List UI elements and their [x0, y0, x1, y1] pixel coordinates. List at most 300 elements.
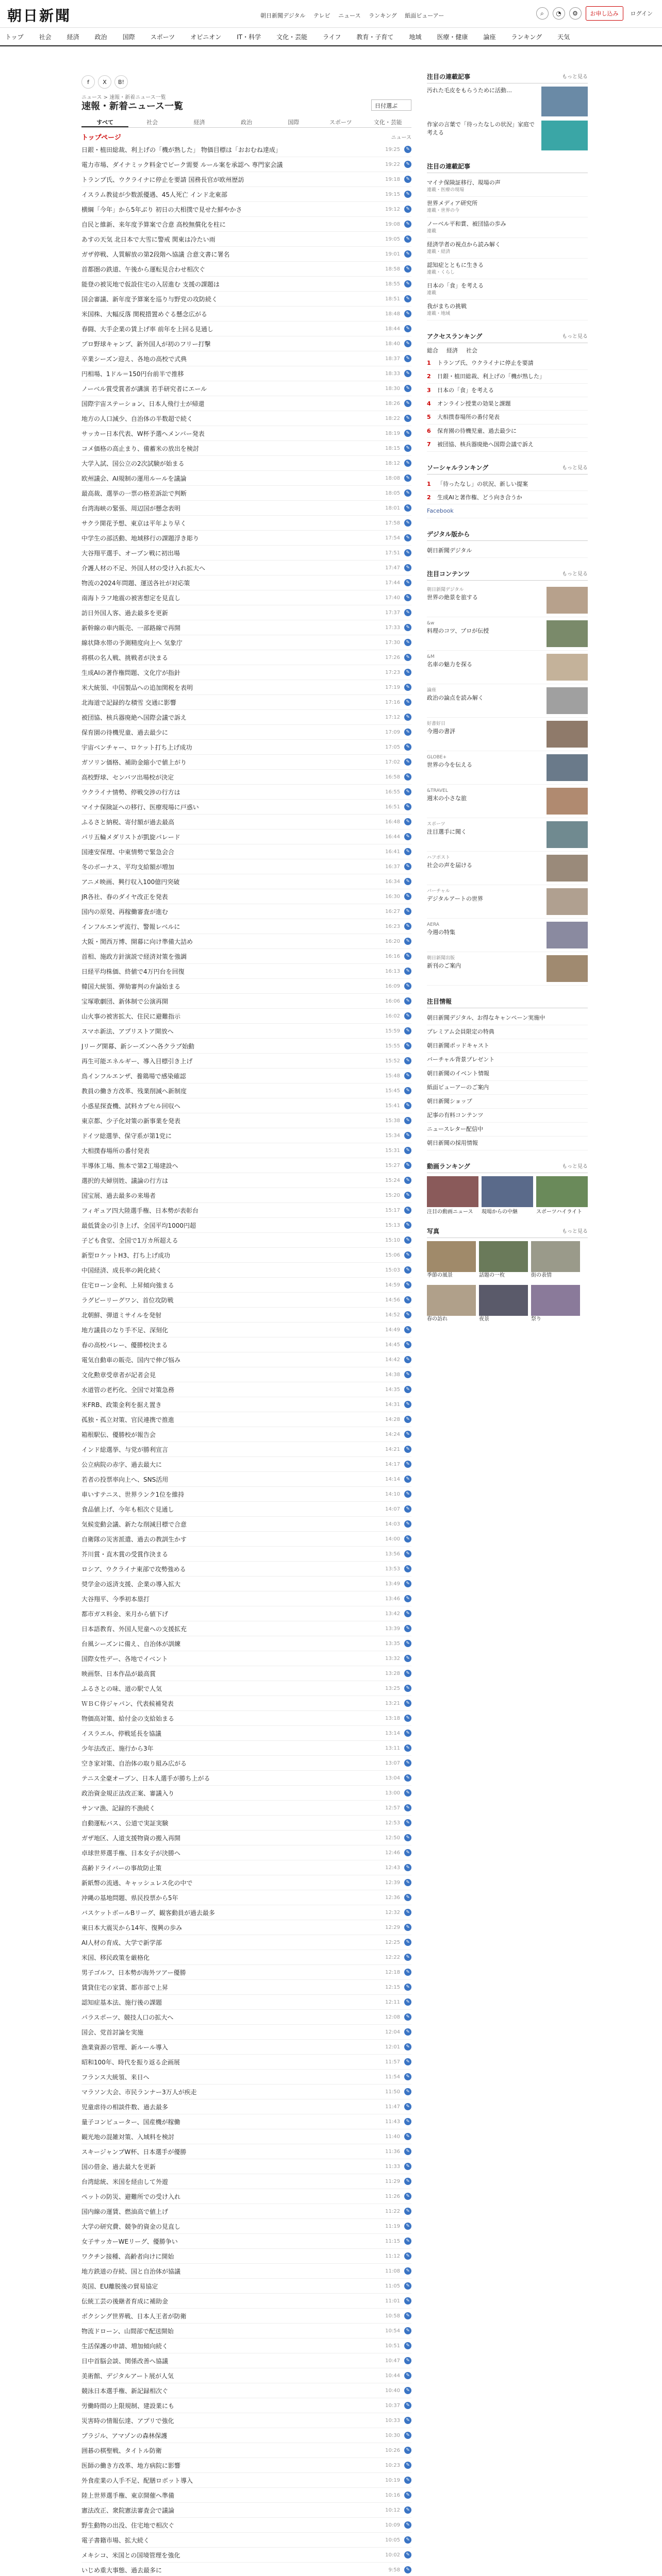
comment-icon[interactable]: ✎: [404, 1520, 411, 1528]
date-filter-select[interactable]: 日付選ぶ: [371, 99, 411, 111]
news-title[interactable]: マイナ保険証への移行、医療現場に戸惑い: [81, 803, 199, 811]
news-title[interactable]: 日経平均株価、終値で4万円台を回復: [81, 968, 185, 975]
news-title[interactable]: 被団協、核兵器廃絶へ国際会議で訴え: [81, 714, 187, 721]
news-title[interactable]: 自動運転バス、公道で実証実験: [81, 1819, 169, 1827]
news-row[interactable]: [81, 1681, 411, 1696]
comment-icon[interactable]: ✎: [404, 1147, 411, 1154]
comment-icon[interactable]: ✎: [404, 2238, 411, 2245]
news-row[interactable]: [81, 1024, 411, 1039]
comment-icon[interactable]: ✎: [404, 1446, 411, 1453]
content-item[interactable]: [427, 751, 588, 785]
news-row[interactable]: [81, 2070, 411, 2084]
news-title[interactable]: 労働時間の上限規制、建設業にも: [81, 2402, 175, 2410]
comment-icon[interactable]: ✎: [404, 609, 411, 616]
news-row[interactable]: [81, 934, 411, 949]
news-row[interactable]: [81, 2114, 411, 2129]
news-row[interactable]: [81, 1666, 411, 1681]
news-row[interactable]: [81, 247, 411, 262]
nav-item[interactable]: 論座: [483, 33, 496, 41]
comment-icon[interactable]: ✎: [404, 1251, 411, 1259]
news-row[interactable]: [81, 1382, 411, 1397]
comment-icon[interactable]: ✎: [404, 728, 411, 736]
comment-icon[interactable]: ✎: [404, 1416, 411, 1423]
comment-icon[interactable]: ✎: [404, 2208, 411, 2215]
news-row[interactable]: [81, 307, 411, 321]
news-row[interactable]: [81, 949, 411, 964]
news-row[interactable]: [81, 1427, 411, 1442]
nav-item[interactable]: 教育・子育て: [356, 33, 394, 41]
news-row[interactable]: [81, 815, 411, 829]
comment-icon[interactable]: ✎: [404, 1401, 411, 1408]
news-title[interactable]: マラソン大会、市民ランナー3万人が疾走: [81, 2088, 197, 2096]
news-title[interactable]: 国会、党首討論を実施: [81, 2028, 144, 2036]
comment-icon[interactable]: ✎: [404, 773, 411, 781]
comment-icon[interactable]: ✎: [404, 654, 411, 661]
news-row[interactable]: [81, 2025, 411, 2040]
comment-icon[interactable]: ✎: [404, 2506, 411, 2514]
comment-icon[interactable]: ✎: [404, 2312, 411, 2319]
ranking-item[interactable]: [427, 438, 588, 451]
comment-icon[interactable]: ✎: [404, 878, 411, 885]
news-title[interactable]: 食品値上げ、今年も相次ぐ見通し: [81, 1505, 174, 1513]
news-title[interactable]: 円相場、1ドル＝150円台前半で推移: [81, 370, 184, 378]
news-title[interactable]: 能登の被災地で仮設住宅の入居進む 支援の課題は: [81, 280, 220, 288]
news-title[interactable]: 教員の働き方改革、残業削減へ新制度: [81, 1087, 187, 1095]
news-title[interactable]: トランプ氏、ウクライナに停止を要請 国務長官が欧州歴訪: [81, 176, 244, 183]
news-row[interactable]: [81, 829, 411, 844]
comment-icon[interactable]: ✎: [404, 534, 411, 541]
search-icon[interactable]: ⌕: [536, 7, 549, 20]
news-row[interactable]: [81, 1816, 411, 1831]
news-title[interactable]: 鳥インフルエンザ、養鶏場で感染確認: [81, 1072, 186, 1080]
news-row[interactable]: [81, 1845, 411, 1860]
news-row[interactable]: [81, 426, 411, 441]
comment-icon[interactable]: ✎: [404, 1177, 411, 1184]
news-title[interactable]: 台風シーズンに備え、自治体が訓練: [81, 1640, 181, 1648]
news-row[interactable]: [81, 292, 411, 307]
news-row[interactable]: [81, 575, 411, 590]
news-row[interactable]: [81, 1128, 411, 1143]
comment-icon[interactable]: ✎: [404, 489, 411, 497]
comment-icon[interactable]: ✎: [404, 579, 411, 586]
news-title[interactable]: 囲碁の棋聖戦、タイトル防衛: [81, 2447, 162, 2454]
comment-icon[interactable]: ✎: [404, 1192, 411, 1199]
top-link[interactable]: テレビ: [313, 12, 330, 19]
login-button[interactable]: ログイン: [630, 10, 653, 17]
top-link[interactable]: ランキング: [369, 12, 397, 19]
ranking-tab[interactable]: 社会: [466, 347, 477, 354]
social-item[interactable]: [427, 491, 588, 504]
ranking-item[interactable]: [427, 425, 588, 438]
news-title[interactable]: 芥川賞・直木賞の受賞作決まる: [81, 1550, 169, 1558]
content-item[interactable]: [427, 617, 588, 651]
service-item[interactable]: 朝日新聞のイベント情報: [427, 1067, 588, 1081]
pick-item[interactable]: [427, 279, 588, 300]
news-row[interactable]: [81, 277, 411, 292]
comment-icon[interactable]: ✎: [404, 863, 411, 870]
comment-icon[interactable]: ✎: [404, 146, 411, 153]
news-title[interactable]: 映画祭、日本作品が最高賞: [81, 1670, 156, 1677]
top-link[interactable]: 朝日新聞デジタル: [260, 12, 306, 19]
news-title[interactable]: 男子ゴルフ、日本勢が海外ツアー優勝: [81, 1969, 186, 1976]
video-item[interactable]: [427, 1176, 478, 1216]
nav-item[interactable]: ランキング: [511, 33, 542, 41]
comment-icon[interactable]: ✎: [404, 370, 411, 377]
comment-icon[interactable]: ✎: [404, 1998, 411, 2006]
news-row[interactable]: [81, 889, 411, 904]
news-row[interactable]: [81, 2533, 411, 2548]
news-title[interactable]: 国内の原発、再稼働審査が進む: [81, 908, 169, 916]
comment-icon[interactable]: ✎: [404, 1207, 411, 1214]
comment-icon[interactable]: ✎: [404, 833, 411, 840]
news-title[interactable]: 物流ドローン、山間部で配送開始: [81, 2327, 174, 2335]
news-title[interactable]: 卒業シーズン迎え、各地の高校で式典: [81, 355, 187, 363]
news-title[interactable]: 線状降水帯の予測精度向上へ 気象庁: [81, 639, 183, 647]
news-row[interactable]: [81, 859, 411, 874]
comment-icon[interactable]: ✎: [404, 1356, 411, 1363]
news-row[interactable]: [81, 1980, 411, 1995]
news-row[interactable]: [81, 1875, 411, 1890]
news-row[interactable]: [81, 1293, 411, 1308]
comment-icon[interactable]: ✎: [404, 1939, 411, 1946]
pick-item[interactable]: [427, 197, 588, 217]
ranking-tab[interactable]: 総合: [427, 347, 438, 354]
news-row[interactable]: [81, 1039, 411, 1054]
service-item[interactable]: バーチャル背景プレゼント: [427, 1053, 588, 1067]
comment-icon[interactable]: ✎: [404, 176, 411, 183]
comment-icon[interactable]: ✎: [404, 1102, 411, 1109]
news-title[interactable]: 卓球世界選手権、日本女子が決勝へ: [81, 1849, 181, 1857]
subscribe-button[interactable]: お申し込み: [586, 6, 623, 21]
comment-icon[interactable]: ✎: [404, 1984, 411, 1991]
comment-icon[interactable]: ✎: [404, 1087, 411, 1094]
news-title[interactable]: 医師の働き方改革、地方病院に影響: [81, 2462, 181, 2469]
news-title[interactable]: ワクチン接種、高齢者向けに開始: [81, 2252, 174, 2260]
news-row[interactable]: [81, 680, 411, 695]
news-row[interactable]: [81, 2040, 411, 2055]
comment-icon[interactable]: ✎: [404, 1461, 411, 1468]
news-title[interactable]: ロシア、ウクライナ東部で攻勢強める: [81, 1565, 186, 1573]
news-title[interactable]: 子ども食堂、全国で1万カ所超える: [81, 1236, 178, 1244]
comment-icon[interactable]: ✎: [404, 2028, 411, 2036]
comment-icon[interactable]: ✎: [404, 2417, 411, 2424]
comment-icon[interactable]: ✎: [404, 2477, 411, 2484]
news-row[interactable]: [81, 2055, 411, 2070]
news-title[interactable]: 大阪・関西万博、開幕に向け準備大詰め: [81, 938, 193, 945]
comment-icon[interactable]: ✎: [404, 2088, 411, 2095]
news-row[interactable]: [81, 1188, 411, 1203]
comment-icon[interactable]: ✎: [404, 415, 411, 422]
news-row[interactable]: [81, 1860, 411, 1875]
news-title[interactable]: コメ価格の高止まり、備蓄米の放出を検討: [81, 445, 200, 452]
news-title[interactable]: 中国経済、成長率の鈍化続く: [81, 1266, 162, 1274]
news-title[interactable]: 物価高対策、給付金の支給始まる: [81, 1715, 175, 1722]
news-row[interactable]: [81, 1562, 411, 1577]
more-link[interactable]: もっと見る: [562, 1163, 588, 1170]
comment-icon[interactable]: ✎: [404, 265, 411, 273]
news-row[interactable]: [81, 874, 411, 889]
comment-icon[interactable]: ✎: [404, 1670, 411, 1677]
comment-icon[interactable]: ✎: [404, 1490, 411, 1498]
news-row[interactable]: [81, 501, 411, 516]
news-title[interactable]: ブラジル、アマゾンの森林保護: [81, 2432, 168, 2439]
pick-item[interactable]: [427, 259, 588, 279]
comment-icon[interactable]: ✎: [404, 1730, 411, 1737]
news-row[interactable]: [81, 1591, 411, 1606]
news-row[interactable]: [81, 590, 411, 605]
news-title[interactable]: 伝統工芸の後継者育成に補助金: [81, 2297, 169, 2305]
news-title[interactable]: 春の高校バレー、優勝校決まる: [81, 1341, 168, 1349]
news-row[interactable]: [81, 351, 411, 366]
news-title[interactable]: プロ野球キャンプ、新外国人が初のフリー打撃: [81, 340, 211, 348]
news-title[interactable]: 陸上世界選手権、東京開催へ準備: [81, 2492, 175, 2499]
comment-icon[interactable]: ✎: [404, 1132, 411, 1139]
x-icon[interactable]: X: [98, 75, 111, 89]
news-title[interactable]: 米国、移民政策を厳格化: [81, 1954, 150, 1961]
comment-icon[interactable]: ✎: [404, 355, 411, 362]
tab-item[interactable]: 経済: [193, 119, 205, 126]
news-title[interactable]: 児童虐待の相談件数、過去最多: [81, 2103, 169, 2111]
pick-item[interactable]: [427, 300, 588, 320]
news-title[interactable]: イスラム教徒が少数派優遇、45人死亡 インド北東部: [81, 191, 227, 198]
ranking-item[interactable]: [427, 370, 588, 383]
news-row[interactable]: [81, 366, 411, 381]
comment-icon[interactable]: ✎: [404, 639, 411, 646]
news-title[interactable]: 憲法改正、衆院憲法審査会で議論: [81, 2506, 175, 2514]
news-row[interactable]: [81, 710, 411, 725]
news-title[interactable]: ＷＢＣ侍ジャパン、代表候補発表: [81, 1700, 174, 1707]
news-row[interactable]: [81, 2458, 411, 2473]
news-row[interactable]: [81, 2144, 411, 2159]
top-link[interactable]: 紙面ビューアー: [405, 12, 444, 19]
comment-icon[interactable]: ✎: [404, 1834, 411, 1841]
pick-item[interactable]: [427, 238, 588, 259]
news-title[interactable]: 南海トラフ地震の被害想定を見直し: [81, 594, 181, 602]
comment-icon[interactable]: ✎: [404, 564, 411, 571]
news-row[interactable]: [81, 2443, 411, 2458]
feature-item[interactable]: [427, 121, 588, 150]
news-title[interactable]: あすの天気 北日本で大雪に警戒 関東は冷たい雨: [81, 235, 216, 243]
news-title[interactable]: 地方鉄道の存続、国と自治体が協議: [81, 2267, 181, 2275]
comment-icon[interactable]: ✎: [404, 1311, 411, 1318]
content-item[interactable]: [427, 852, 588, 885]
news-title[interactable]: 賃貸住宅の家賃、都市部で上昇: [81, 1984, 169, 1991]
news-row[interactable]: [81, 2503, 411, 2518]
service-item[interactable]: プレミアム会員限定の特典: [427, 1025, 588, 1039]
news-row[interactable]: [81, 2353, 411, 2368]
news-title[interactable]: 自衛隊の災害派遣、過去の教訓生かす: [81, 1535, 187, 1543]
news-title[interactable]: 大学入試、国公立の2次試験が始まる: [81, 460, 185, 467]
news-title[interactable]: 国宝展、過去最多の来場者: [81, 1192, 156, 1199]
news-row[interactable]: [81, 1367, 411, 1382]
news-title[interactable]: パラスポーツ、競技人口の拡大へ: [81, 2013, 174, 2021]
news-title[interactable]: スキージャンプW杯、日本選手が優勝: [81, 2148, 187, 2156]
comment-icon[interactable]: ✎: [404, 1371, 411, 1378]
bookmark-icon[interactable]: B!: [114, 75, 128, 89]
news-row[interactable]: [81, 202, 411, 217]
news-row[interactable]: [81, 142, 411, 157]
news-row[interactable]: [81, 1009, 411, 1024]
comment-icon[interactable]: ✎: [404, 1909, 411, 1916]
news-title[interactable]: 文化勲章受章者が記者会見: [81, 1371, 156, 1379]
news-title[interactable]: 大谷翔平、今季初本塁打: [81, 1595, 150, 1603]
comment-icon[interactable]: ✎: [404, 2282, 411, 2290]
comment-icon[interactable]: ✎: [404, 982, 411, 990]
comment-icon[interactable]: ✎: [404, 340, 411, 347]
news-title[interactable]: 車いすテニス、世界ランク1位を維持: [81, 1490, 185, 1498]
news-row[interactable]: [81, 1965, 411, 1980]
comment-icon[interactable]: ✎: [404, 2462, 411, 2469]
comment-icon[interactable]: ✎: [404, 2013, 411, 2021]
nav-item[interactable]: 国際: [122, 33, 135, 41]
news-row[interactable]: [81, 1233, 411, 1248]
news-title[interactable]: 訪日外国人客、過去最多を更新: [81, 609, 169, 617]
comment-icon[interactable]: ✎: [404, 1625, 411, 1632]
news-title[interactable]: サクラ開花予想、東京は平年より早く: [81, 519, 187, 527]
news-row[interactable]: [81, 157, 411, 172]
nav-item[interactable]: 文化・芸能: [276, 33, 308, 41]
news-row[interactable]: [81, 1069, 411, 1083]
comment-icon[interactable]: ✎: [404, 1789, 411, 1797]
news-row[interactable]: [81, 994, 411, 1009]
comment-icon[interactable]: ✎: [404, 997, 411, 1005]
comment-icon[interactable]: ✎: [404, 1505, 411, 1513]
news-row[interactable]: [81, 1502, 411, 1517]
news-title[interactable]: ふるさとの味、道の駅で人気: [81, 1685, 162, 1692]
news-row[interactable]: [81, 336, 411, 351]
news-title[interactable]: パリ五輪メダリストが凱旋パレード: [81, 833, 180, 841]
news-title[interactable]: 空き家対策、自治体の取り組み広がる: [81, 1759, 187, 1767]
facebook-link[interactable]: Facebook: [427, 504, 588, 518]
news-title[interactable]: イスラエル、停戦延長を協議: [81, 1730, 161, 1737]
news-row[interactable]: [81, 1308, 411, 1323]
news-title[interactable]: 日中首脳会談、関係改善へ協議: [81, 2357, 169, 2365]
nav-item[interactable]: 経済: [67, 33, 79, 41]
news-row[interactable]: [81, 2563, 411, 2576]
comment-icon[interactable]: ✎: [404, 385, 411, 392]
news-row[interactable]: [81, 1577, 411, 1591]
news-title[interactable]: 量子コンピューター、国産機が稼働: [81, 2118, 180, 2126]
nav-item[interactable]: 天気: [557, 33, 570, 41]
comment-icon[interactable]: ✎: [404, 504, 411, 512]
comment-icon[interactable]: ✎: [404, 923, 411, 930]
comment-icon[interactable]: ✎: [404, 400, 411, 407]
comment-icon[interactable]: ✎: [404, 325, 411, 332]
news-title[interactable]: インフルエンザ流行、警報レベルに: [81, 923, 180, 930]
news-title[interactable]: 認知症基本法、施行後の課題: [81, 1998, 162, 2006]
news-row[interactable]: [81, 725, 411, 740]
news-row[interactable]: [81, 1532, 411, 1547]
news-title[interactable]: 台湾海峡の緊張、周辺国が懸念表明: [81, 504, 181, 512]
news-title[interactable]: 新紙幣の流通、キャッシュレス化の中で: [81, 1879, 193, 1887]
comment-icon[interactable]: ✎: [404, 445, 411, 452]
news-row[interactable]: [81, 531, 411, 546]
news-title[interactable]: 新幹線の車内販売、一部路線で再開: [81, 624, 181, 632]
news-title[interactable]: 国の借金、過去最大を更新: [81, 2163, 156, 2171]
news-row[interactable]: [81, 1158, 411, 1173]
news-row[interactable]: [81, 1756, 411, 1771]
news-title[interactable]: 大谷翔平選手、オープン戦に初出場: [81, 549, 180, 557]
news-row[interactable]: [81, 635, 411, 650]
news-title[interactable]: 最高裁、選挙の一票の格差訴訟で判断: [81, 489, 187, 497]
news-row[interactable]: [81, 964, 411, 979]
comment-icon[interactable]: ✎: [404, 2492, 411, 2499]
news-row[interactable]: [81, 2488, 411, 2503]
news-row[interactable]: [81, 546, 411, 561]
comment-icon[interactable]: ✎: [404, 1954, 411, 1961]
news-title[interactable]: インド総選挙、与党が勝利宣言: [81, 1446, 169, 1453]
news-row[interactable]: [81, 1935, 411, 1950]
news-title[interactable]: 小惑星探査機、試料カプセル回収へ: [81, 1102, 180, 1110]
comment-icon[interactable]: ✎: [404, 2178, 411, 2185]
news-title[interactable]: 宝塚歌劇団、新体制で公演再開: [81, 997, 169, 1005]
news-row[interactable]: [81, 1711, 411, 1726]
comment-icon[interactable]: ✎: [404, 2058, 411, 2065]
comment-icon[interactable]: ✎: [404, 2223, 411, 2230]
comment-icon[interactable]: ✎: [404, 2432, 411, 2439]
news-title[interactable]: 高齢ドライバーの事故防止策: [81, 1864, 162, 1872]
news-row[interactable]: [81, 650, 411, 665]
news-title[interactable]: 北海道で記録的な積雪 交通に影響: [81, 699, 176, 706]
news-title[interactable]: サッカー日本代表、W杯予選へメンバー発表: [81, 430, 205, 437]
content-item[interactable]: [427, 919, 588, 952]
content-item[interactable]: [427, 684, 588, 718]
pick-item[interactable]: [427, 217, 588, 238]
news-row[interactable]: [81, 1457, 411, 1472]
news-title[interactable]: 国会審議、新年度予算案を巡り与野党の攻防続く: [81, 295, 218, 303]
comment-icon[interactable]: ✎: [404, 2447, 411, 2454]
news-row[interactable]: [81, 2204, 411, 2219]
news-row[interactable]: [81, 381, 411, 396]
comment-icon[interactable]: ✎: [404, 1431, 411, 1438]
news-row[interactable]: [81, 919, 411, 934]
comment-icon[interactable]: ✎: [404, 250, 411, 258]
comment-icon[interactable]: ✎: [404, 1535, 411, 1543]
service-item[interactable]: 朝日新聞デジタル、お得なキャンペーン実施中: [427, 1011, 588, 1025]
news-row[interactable]: [81, 1143, 411, 1158]
comment-icon[interactable]: ✎: [404, 624, 411, 631]
news-title[interactable]: 最低賃金の引き上げ、全国平均1000円超: [81, 1222, 196, 1229]
news-row[interactable]: [81, 1337, 411, 1352]
news-row[interactable]: [81, 396, 411, 411]
news-title[interactable]: フィギュア四大陸選手権、日本勢が表彰台: [81, 1207, 199, 1214]
news-row[interactable]: [81, 2010, 411, 2025]
news-row[interactable]: [81, 2368, 411, 2383]
news-row[interactable]: [81, 2099, 411, 2114]
comment-icon[interactable]: ✎: [404, 1012, 411, 1020]
comment-icon[interactable]: ✎: [404, 1326, 411, 1333]
news-row[interactable]: [81, 1995, 411, 2010]
news-title[interactable]: 国内線の運賃、燃油高で値上げ: [81, 2208, 169, 2215]
comment-icon[interactable]: ✎: [404, 2148, 411, 2155]
news-row[interactable]: [81, 1397, 411, 1412]
news-title[interactable]: 沖縄の基地問題、県民投票から5年: [81, 1894, 178, 1902]
digital-item[interactable]: 朝日新聞デジタル: [427, 544, 588, 558]
ranking-item[interactable]: [427, 357, 588, 370]
news-title[interactable]: 大相撲春場所の番付発表: [81, 1147, 150, 1155]
news-row[interactable]: [81, 1412, 411, 1427]
news-title[interactable]: 北朝鮮、弾道ミサイルを発射: [81, 1311, 162, 1319]
comment-icon[interactable]: ✎: [404, 714, 411, 721]
content-item[interactable]: [427, 885, 588, 919]
news-title[interactable]: 新型ロケットH3、打ち上げ成功: [81, 1251, 171, 1259]
news-row[interactable]: [81, 1890, 411, 1905]
news-row[interactable]: [81, 2264, 411, 2279]
comment-icon[interactable]: ✎: [404, 430, 411, 437]
news-row[interactable]: [81, 1352, 411, 1367]
news-row[interactable]: [81, 1517, 411, 1532]
tab-item[interactable]: 国際: [288, 119, 300, 126]
